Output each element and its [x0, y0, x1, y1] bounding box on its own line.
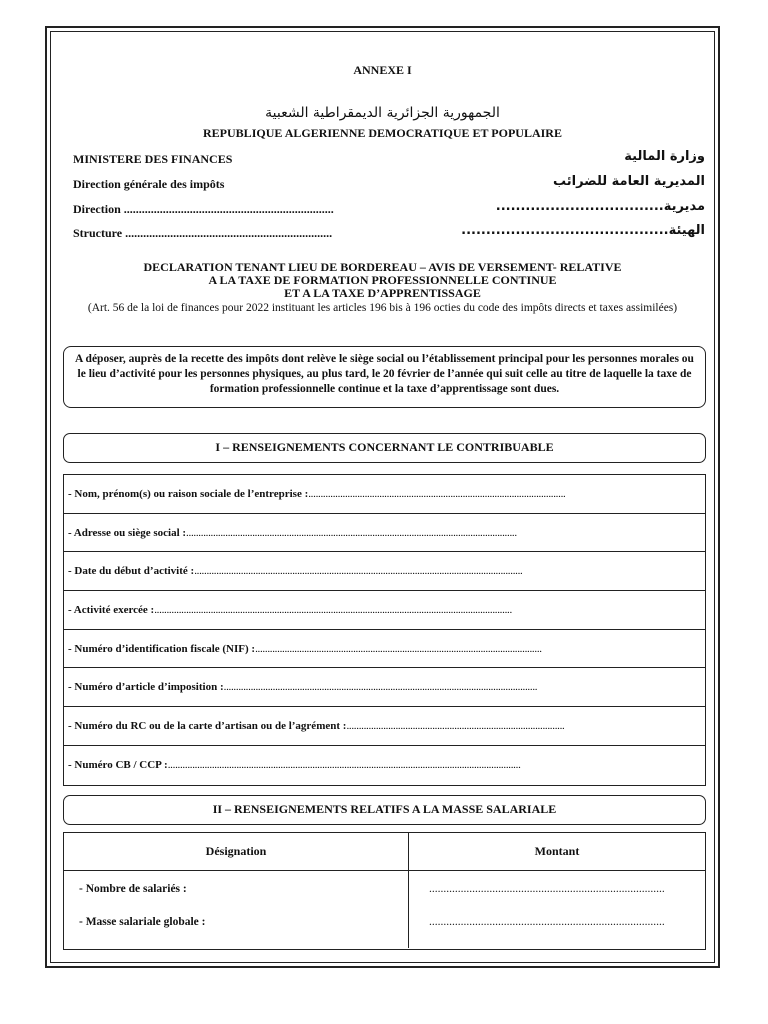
field-dots: ......................................................................................... — [346, 719, 565, 732]
ministry-ar: وزارة المالية — [624, 149, 705, 164]
field-tax-article[interactable] — [64, 668, 705, 707]
amount-field-employees[interactable]: .................................................................................. — [429, 883, 665, 895]
field-dots: ....................................................................................................................................... — [186, 526, 517, 539]
field-label: - Numéro d’identification fiscale (NIF) : — [68, 642, 256, 655]
field-label: - Date du début d’activité : — [68, 565, 195, 578]
field-label: - Numéro d’article d’imposition : — [68, 681, 224, 694]
field-nif[interactable] — [64, 630, 705, 669]
field-dots: ..................................................................................................................... — [255, 642, 542, 655]
payroll-table-header — [64, 833, 705, 871]
field-dots: ................................................................................................................................................ — [167, 759, 521, 772]
field-cb-ccp[interactable] — [64, 746, 705, 785]
amount-column — [409, 871, 705, 948]
republic-title-french: REPUBLIQUE ALGERIENNE DEMOCRATIQUE ET POPULAIRE — [203, 126, 562, 140]
republic-title-arabic: الجمهورية الجزائرية الديمقراطية الشعبية — [265, 105, 500, 121]
amount-field-payroll[interactable]: .................................................................................. — [429, 916, 665, 928]
row-label-payroll: - Masse salariale globale : — [79, 916, 206, 928]
designation-column — [64, 871, 409, 948]
field-label: - Activité exercée : — [68, 603, 155, 616]
structure-fr: Structure ..................................................................... — [73, 226, 333, 240]
taxpayer-info-table — [63, 474, 706, 786]
direction-ar: مديرية.................................. — [495, 199, 705, 214]
declaration-title-line1: DECLARATION TENANT LIEU DE BORDEREAU – AVIS DE VERSEMENT- RELATIVE — [143, 260, 622, 274]
field-dots: .................................................................................................................................................. — [154, 603, 512, 616]
column-header-montant: Montant — [534, 844, 580, 858]
declaration-title-line3: ET A LA TAXE D’APPRENTISSAGE — [284, 286, 481, 300]
direction-fr: Direction ...................................................................... — [73, 202, 334, 216]
field-dots: ......................................................................................................... — [308, 487, 566, 500]
field-activity[interactable] — [64, 591, 705, 630]
section2-header: II – RENSEIGNEMENTS RELATIFS A LA MASSE SALARIALE — [63, 795, 706, 825]
field-rc-number[interactable] — [64, 707, 705, 746]
declaration-reference: (Art. 56 de la loi de finances pour 2022 instituant les articles 196 bis à 196 octies du code des impôts directs et taxes assimilées) — [87, 302, 678, 314]
payroll-table-body — [64, 871, 705, 948]
field-label: - Adresse ou siège social : — [68, 526, 187, 539]
declaration-title-line2: A LA TAXE DE FORMATION PROFESSIONNELLE CONTINUE — [208, 273, 557, 287]
field-dots: ................................................................................................................................ — [223, 681, 538, 694]
field-address[interactable] — [64, 514, 705, 553]
payroll-table — [63, 832, 706, 950]
field-label: - Nom, prénom(s) ou raison sociale de l’entreprise : — [68, 487, 309, 500]
field-dots: ...................................................................................................................................... — [194, 565, 523, 578]
filing-notice: A déposer, auprès de la recette des impôts dont relève le siège social ou l’établissement principal pour les personnes morales ou le lieu d’activité pour les personnes physiques, au plus tard, le 20 février de l’année qui suit celle au titre de laquelle la taxe de formation professionnelle continue et la taxe d’apprentissage sont dues. — [63, 346, 706, 408]
ministry-fr: MINISTERE DES FINANCES — [73, 152, 233, 166]
structure-ar: الهيئة.......................................... — [461, 223, 705, 238]
row-label-employees: - Nombre de salariés : — [79, 883, 187, 895]
section1-header: I – RENSEIGNEMENTS CONCERNANT LE CONTRIBUABLE — [63, 433, 706, 463]
annexe-title: ANNEXE I — [353, 63, 412, 77]
column-header-designation: Désignation — [64, 833, 409, 870]
dgi-ar: المديرية العامة للضرائب — [552, 174, 705, 189]
field-company-name[interactable] — [64, 475, 705, 514]
field-label: - Numéro CB / CCP : — [68, 759, 168, 772]
field-start-date[interactable] — [64, 552, 705, 591]
field-label: - Numéro du RC ou de la carte d’artisan ou de l’agrément : — [68, 719, 347, 732]
dgi-fr: Direction générale des impôts — [73, 177, 225, 191]
